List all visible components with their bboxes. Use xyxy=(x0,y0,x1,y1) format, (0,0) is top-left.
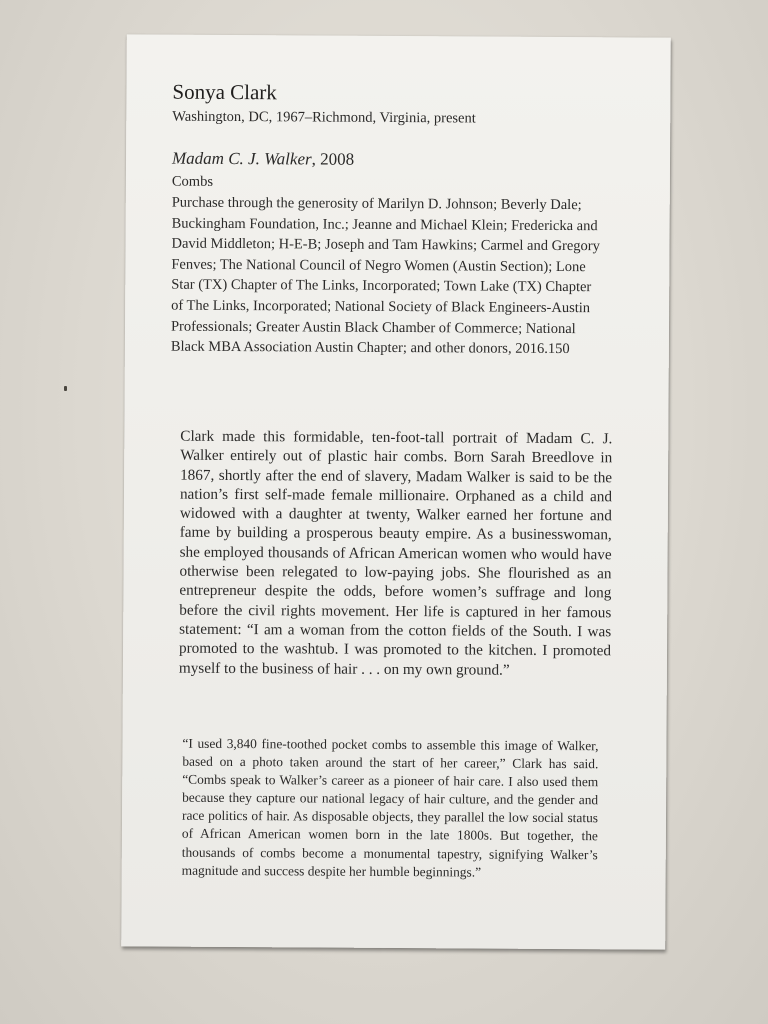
artwork-title-line xyxy=(172,147,354,172)
artist-name: Sonya Clark xyxy=(172,79,277,105)
artwork-year: , 2008 xyxy=(311,149,355,169)
artwork-title: Madam C. J. Walker xyxy=(171,148,312,169)
artist-bio: Washington, DC, 1967–Richmond, Virginia, present xyxy=(172,108,476,127)
wall-mark xyxy=(64,386,67,391)
artist-quote-paragraph: “I used 3,840 fine-toothed pocket combs to assemble this image of Walker, based on a photo taken around the start of her career,” Clark has said. “Combs speak to Walker’s career as a pioneer of hair care. I also used them because they capture our national legacy of hair culture, and the gender and race politics of hair. As disposable objects, they parallel the low social status of African American women born in the late 1800s. But together, the thousands of combs become a monumental tapestry, signifying Walker’s magnitude and success despite her humble beginnings.” xyxy=(181,735,599,880)
description-paragraph: Clark made this formidable, ten-foot-tall portrait of Madam C. J. Walker entirely out of plastic hair combs. Born Sarah Breedlove in 1867, shortly after the end of slavery, Madam Walker is said to be the nation’s first self-made female millionaire. Orphaned as a child and widowed with a daughter at twenty, Walker earned her fortune and fame by building a prosperous beauty empire. As a businesswoman, she employed thousands of African American women who would have otherwise been relegated to low-paying jobs. She flourished as an entrepreneur despite the odds, before women’s suffrage and long before the civil rights movement. Her life is captured in her famous statement: “I am a woman from the cotton fields of the South. I was promoted to the washtub. I was promoted to the kitchen. I promoted myself to the business of hair . . . on my own ground.” xyxy=(178,427,613,679)
credit-line: Purchase through the generosity of Marilyn D. Johnson; Beverly Dale; Buckingham Foundation, Inc.; Jeanne and Michael Klein; Fredericka and David Middleton; H-E-B; Joseph and Tam Hawkins; Carmel and Gregory Fenves; The National Council of Negro Women (Austin Section); Lone Star (TX) Chapter of The Links, Incorporated; Town Lake (TX) Chapter of The Links, Incorporated; National Society of Black Engineers-Austin Professionals; Greater Austin Black Chamber of Commerce; National Black MBA Association Austin Chapter; and other donors, 2016.150 xyxy=(170,194,600,358)
museum-label-card xyxy=(121,34,671,949)
artwork-medium: Combs xyxy=(171,173,214,190)
